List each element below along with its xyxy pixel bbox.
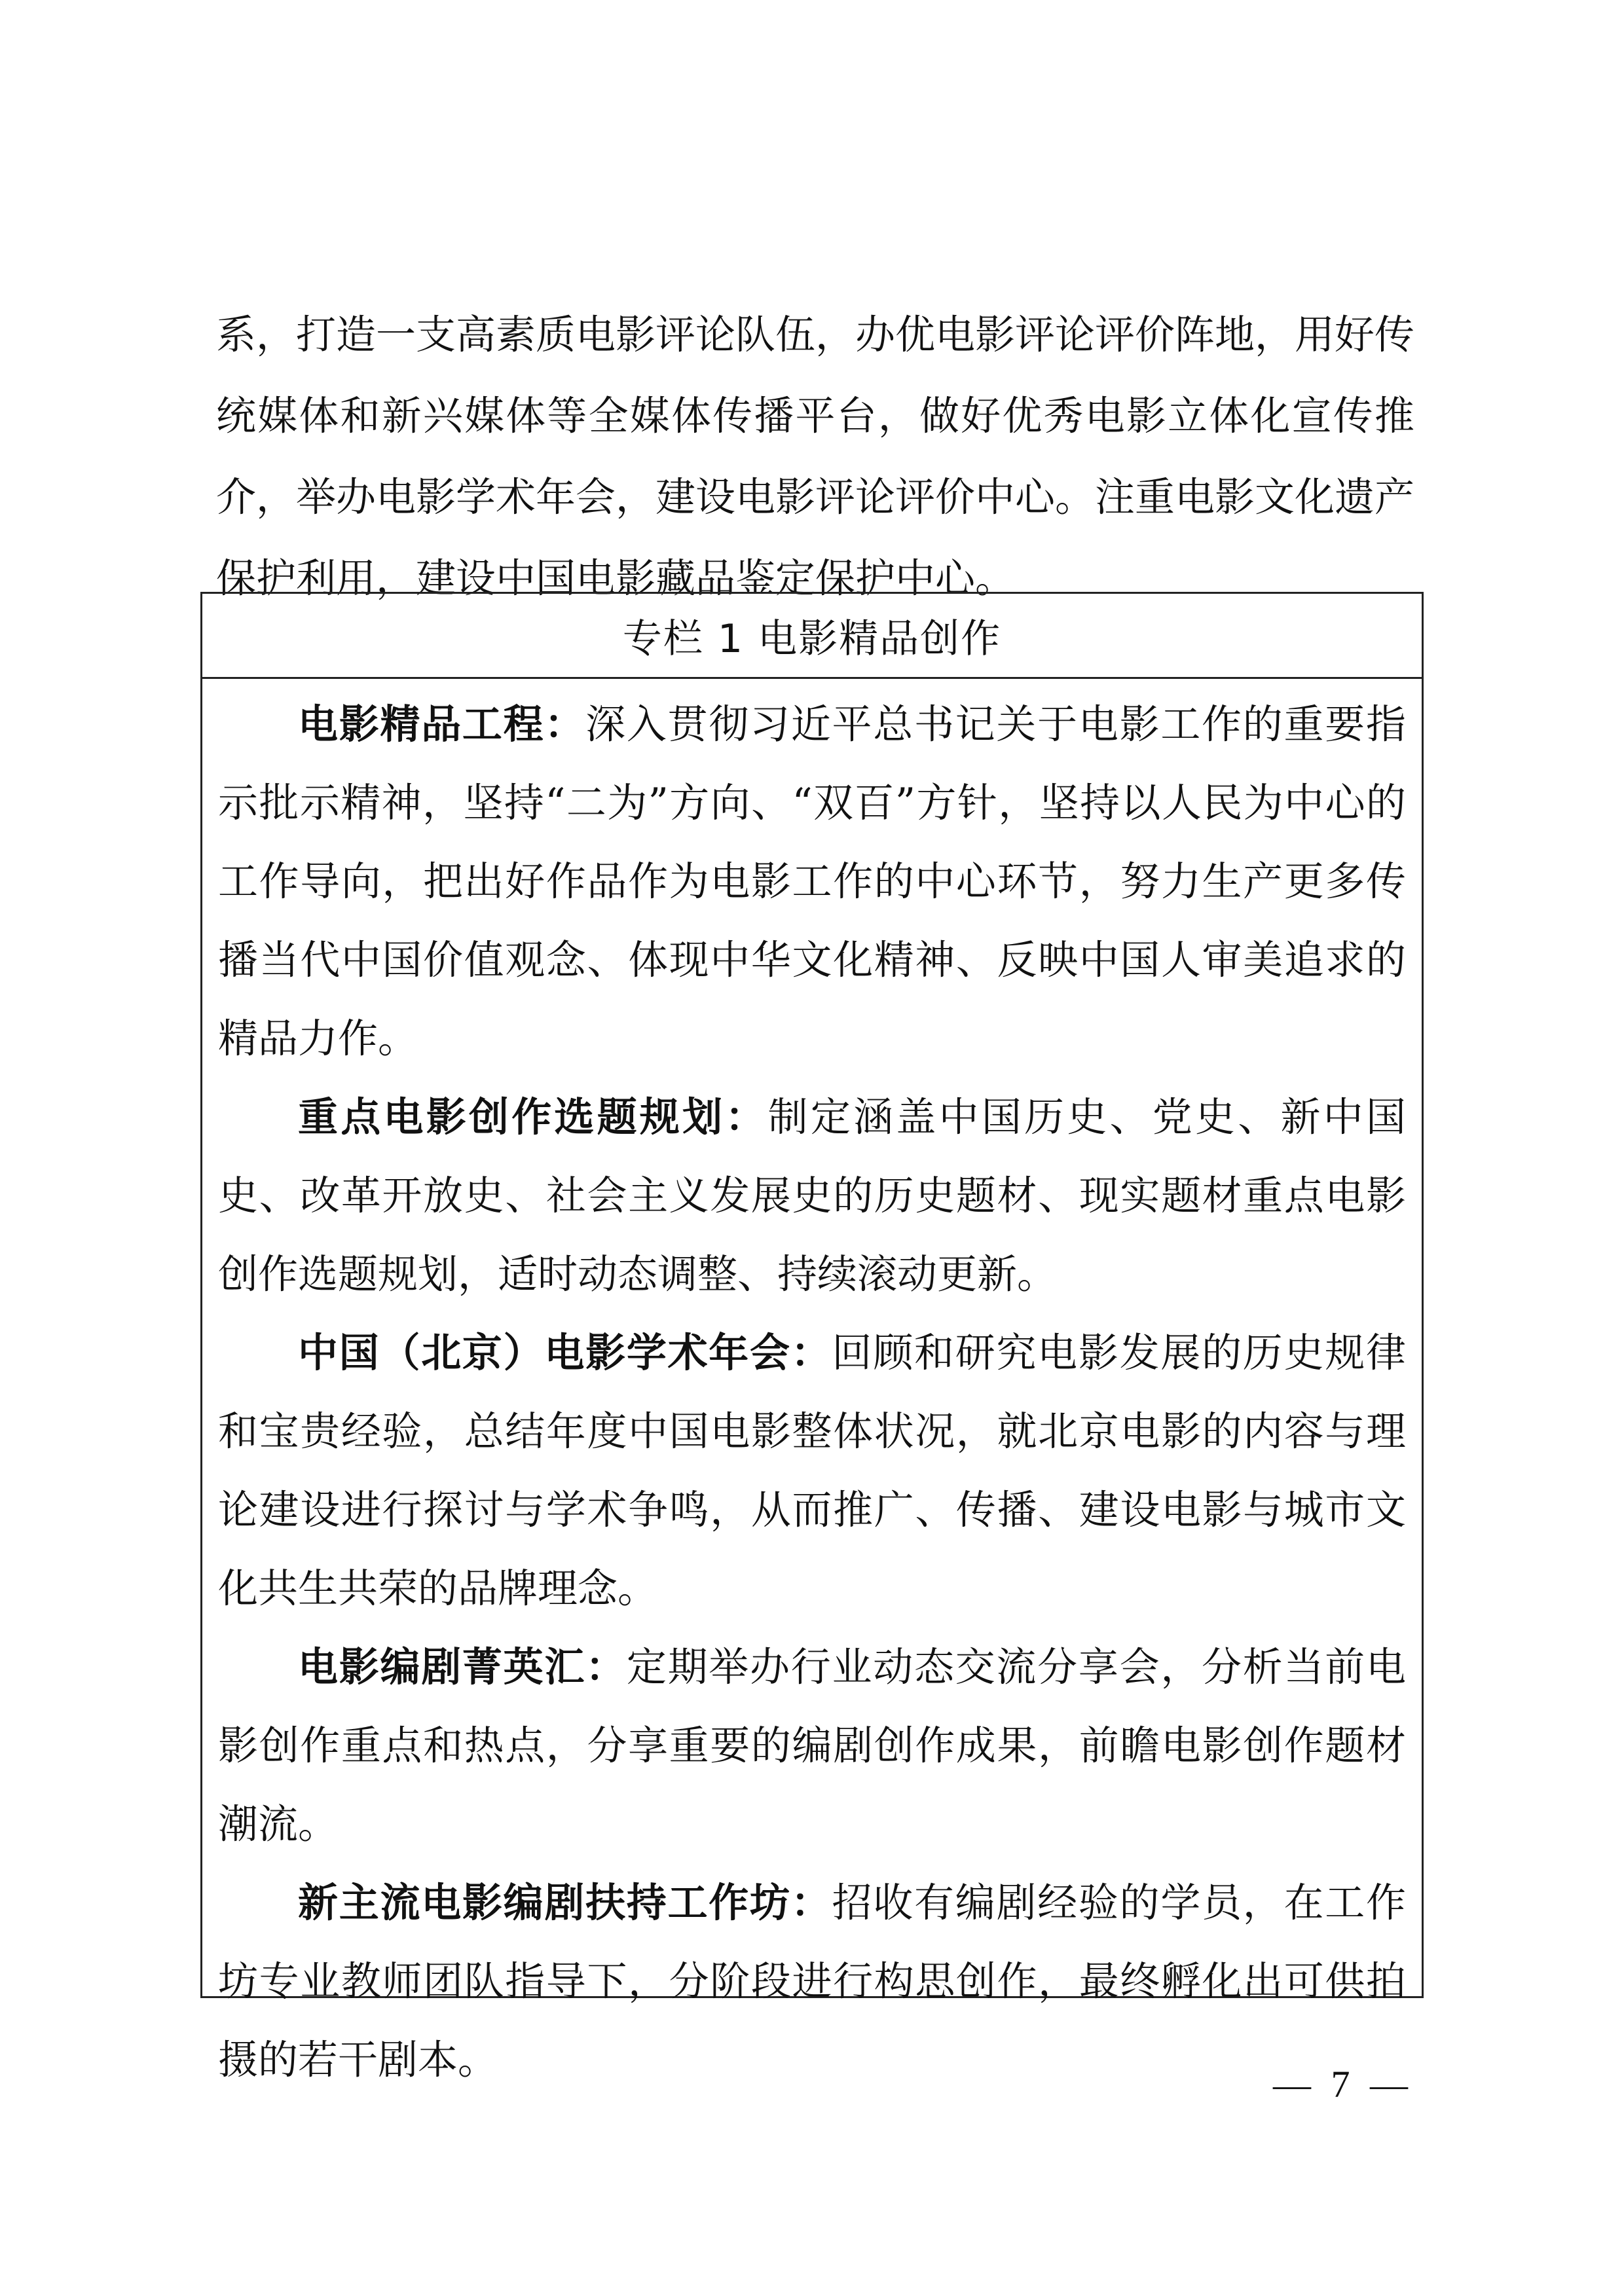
item-heading: 新主流电影编剧扶持工作坊： — [298, 1880, 832, 1926]
list-item — [218, 1864, 1406, 2100]
column-body — [202, 679, 1422, 2100]
item-text: 制定涵盖中国历史、党史、新中国史、改革开放史、社会主义发展史的历史题材、现实题材重点电影创作选题规划，适时动态调整、持续滚动更新。 — [218, 1094, 1406, 1298]
intro-text: 系，打造一支高素质电影评论队伍，办优电影评论评价阵地，用好传统媒体和新兴媒体等全媒体传播平台，做好优秀电影立体化宣传推介，举办电影学术年会，建设电影评论评价中心。注重电影文化遗产保护利用，建设中国电影藏品鉴定保护中心。 — [216, 312, 1415, 602]
item-text: 定期举办行业动态交流分享会，分析当前电影创作重点和热点，分享重要的编剧创作成果，前瞻电影创作题材潮流。 — [218, 1644, 1406, 1848]
intro-paragraph — [216, 295, 1414, 619]
item-heading: 中国（北京）电影学术年会： — [298, 1330, 832, 1376]
item-text: 回顾和研究电影发展的历史规律和宝贵经验，总结年度中国电影整体状况，就北京电影的内容与理论建设进行探讨与学术争鸣，从而推广、传播、建设电影与城市文化共生共荣的品牌理念。 — [218, 1330, 1406, 1612]
list-item — [218, 1628, 1406, 1864]
list-item — [218, 1078, 1406, 1314]
item-heading: 重点电影创作选题规划： — [298, 1094, 768, 1140]
column-box — [200, 592, 1424, 2083]
list-item — [218, 685, 1406, 1078]
item-heading: 电影精品工程： — [298, 701, 586, 748]
list-item — [218, 1314, 1406, 1628]
item-text: 深入贯彻习近平总书记关于电影工作的重要指示批示精神，坚持“二为”方向、“双百”方针，坚持以人民为中心的工作导向，把出好作品作为电影工作的中心环节，努力生产更多传播当代中国价值观念、体现中华文化精神、反映中国人审美追求的精品力作。 — [218, 701, 1406, 1062]
column-title: 专栏 1 电影精品创作 — [202, 594, 1422, 679]
item-text: 招收有编剧经验的学员，在工作坊专业教师团队指导下，分阶段进行构思创作，最终孵化出可供拍摄的若干剧本。 — [218, 1880, 1406, 2083]
item-heading: 电影编剧菁英汇： — [298, 1644, 627, 1690]
page-number: — 7 — — [1273, 2063, 1413, 2105]
